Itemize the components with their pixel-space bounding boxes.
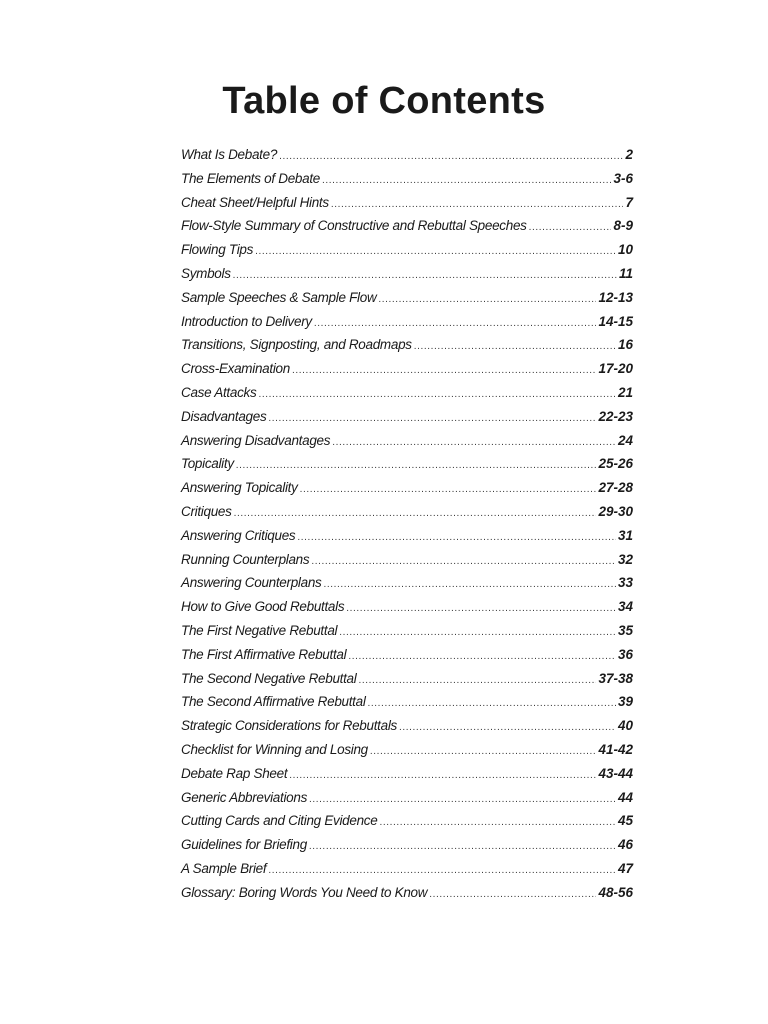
page-title: Table of Contents xyxy=(222,80,546,122)
dot-leader xyxy=(297,526,616,550)
toc-entry xyxy=(181,690,633,714)
dot-leader xyxy=(370,740,597,764)
toc-entry xyxy=(181,476,633,500)
toc-entry-page: 7 xyxy=(625,194,633,210)
toc-entry-title: Cutting Cards and Citing Evidence xyxy=(181,813,378,829)
toc-entry-title: The Second Negative Rebuttal xyxy=(181,670,357,686)
toc-entry xyxy=(181,238,633,262)
toc-entry-page: 34 xyxy=(617,599,633,615)
toc-entry-title: Debate Rap Sheet xyxy=(181,765,288,781)
dot-leader xyxy=(379,811,616,835)
toc-entry-page: 36 xyxy=(617,646,633,662)
dot-leader xyxy=(314,312,597,336)
dot-leader xyxy=(311,550,616,574)
toc-entry-title: Running Counterplans xyxy=(181,551,310,567)
toc-entry-page: 40 xyxy=(617,718,633,734)
toc-entry xyxy=(181,143,633,167)
toc-entry xyxy=(181,762,633,786)
toc-entry-title: The Second Affirmative Rebuttal xyxy=(181,694,366,710)
toc-entry-page: 21 xyxy=(617,384,633,400)
toc-entry xyxy=(181,429,633,453)
dot-leader xyxy=(289,764,596,788)
toc-entry-title: Glossary: Boring Words You Need to Know xyxy=(181,884,428,900)
toc-entry-page: 35 xyxy=(617,622,633,638)
toc-entry-title: Answering Critiques xyxy=(181,527,296,543)
dot-leader xyxy=(233,264,617,288)
dot-leader xyxy=(331,193,624,217)
toc-entry-page: 11 xyxy=(618,265,633,281)
toc-entry-title: Symbols xyxy=(181,265,231,281)
toc-entry xyxy=(181,333,633,357)
toc-entry-title: Cross-Examination xyxy=(181,361,290,377)
dot-leader xyxy=(323,573,615,597)
dot-leader xyxy=(346,597,616,621)
toc-entry-page: 44 xyxy=(617,789,633,805)
toc-entry-page: 17-20 xyxy=(598,361,633,377)
dot-leader xyxy=(414,335,616,359)
toc-entry-title: Transitions, Signposting, and Roadmaps xyxy=(181,337,412,353)
toc-entry-page: 2 xyxy=(625,147,633,162)
toc-list xyxy=(181,143,633,905)
toc-entry-page: 3-6 xyxy=(613,170,633,186)
toc-entry-title: A Sample Brief xyxy=(181,860,267,876)
toc-entry-title: Answering Counterplans xyxy=(181,575,322,591)
toc-entry xyxy=(181,667,633,691)
toc-entry-page: 10 xyxy=(617,242,633,258)
toc-entry-title: Checklist for Winning and Losing xyxy=(181,741,368,757)
dot-leader xyxy=(300,478,597,502)
dot-leader xyxy=(339,621,616,645)
dot-leader xyxy=(292,359,597,383)
toc-entry-page: 16 xyxy=(617,337,633,353)
toc-entry xyxy=(181,738,633,762)
toc-entry-page: 32 xyxy=(617,551,633,567)
toc-entry-title: Topicality xyxy=(181,456,234,472)
toc-entry xyxy=(181,833,633,857)
dot-leader xyxy=(255,240,616,264)
toc-entry-title: Guidelines for Briefing xyxy=(181,837,307,853)
toc-entry xyxy=(181,548,633,572)
dot-leader xyxy=(348,645,616,669)
toc-entry xyxy=(181,286,633,310)
dot-leader xyxy=(368,692,616,716)
toc-entry xyxy=(181,381,633,405)
toc-entry-page: 43-44 xyxy=(598,765,633,781)
toc-entry-page: 12-13 xyxy=(598,289,633,305)
dot-leader xyxy=(378,288,596,312)
toc-entry-title: Flow-Style Summary of Constructive and Rebuttal Speeches xyxy=(181,218,527,234)
toc-entry-page: 27-28 xyxy=(598,480,633,496)
toc-entry xyxy=(181,786,633,810)
toc-entry-title: Introduction to Delivery xyxy=(181,313,312,329)
toc-entry-title: Strategic Considerations for Rebuttals xyxy=(181,718,397,734)
toc-entry xyxy=(181,452,633,476)
toc-entry-page: 46 xyxy=(617,837,633,853)
toc-entry xyxy=(181,881,633,905)
dot-leader xyxy=(429,883,596,907)
toc-entry-title: What Is Debate? xyxy=(181,147,278,162)
toc-entry-page: 22-23 xyxy=(598,408,633,424)
toc-entry-title: Case Attacks xyxy=(181,384,257,400)
toc-entry xyxy=(181,809,633,833)
toc-entry-page: 47 xyxy=(617,860,633,876)
toc-entry xyxy=(181,357,633,381)
dot-leader xyxy=(332,431,616,455)
dot-leader xyxy=(234,502,597,526)
toc-entry xyxy=(181,643,633,667)
dot-leader xyxy=(268,407,596,431)
toc-entry-title: Cheat Sheet/Helpful Hints xyxy=(181,194,329,210)
toc-entry-title: Answering Disadvantages xyxy=(181,432,331,448)
toc-entry-title: Disadvantages xyxy=(181,408,267,424)
toc-entry-title: The Elements of Debate xyxy=(181,170,320,186)
toc-entry-title: The First Negative Rebuttal xyxy=(181,622,338,638)
toc-entry-title: Answering Topicality xyxy=(181,480,298,496)
toc-entry xyxy=(181,524,633,548)
toc-entry-page: 14-15 xyxy=(598,313,633,329)
toc-entry-page: 25-26 xyxy=(598,456,633,472)
toc-entry-title: The First Affirmative Rebuttal xyxy=(181,646,347,662)
toc-entry-page: 37-38 xyxy=(598,670,633,686)
toc-entry xyxy=(181,191,633,215)
dot-leader xyxy=(358,669,596,693)
toc-entry-page: 45 xyxy=(617,813,633,829)
toc-entry xyxy=(181,571,633,595)
toc-entry xyxy=(181,167,633,191)
toc-entry xyxy=(181,405,633,429)
dot-leader xyxy=(236,454,597,478)
dot-leader xyxy=(309,788,616,812)
toc-entry xyxy=(181,500,633,524)
toc-entry-page: 41-42 xyxy=(598,741,633,757)
toc-entry xyxy=(181,262,633,286)
toc-entry-page: 33 xyxy=(617,575,633,591)
toc-entry-page: 48-56 xyxy=(598,884,633,900)
toc-entry-page: 24 xyxy=(617,432,633,448)
toc-entry xyxy=(181,619,633,643)
toc-entry-page: 8-9 xyxy=(613,218,633,234)
dot-leader xyxy=(279,145,623,169)
dot-leader xyxy=(322,169,612,193)
toc-entry-page: 31 xyxy=(617,527,633,543)
toc-entry-page: 29-30 xyxy=(598,503,633,519)
toc-entry xyxy=(181,714,633,738)
dot-leader xyxy=(399,716,616,740)
toc-entry-title: Sample Speeches & Sample Flow xyxy=(181,289,377,305)
toc-entry-title: Flowing Tips xyxy=(181,242,254,258)
toc-entry xyxy=(181,857,633,881)
dot-leader xyxy=(309,835,616,859)
dot-leader xyxy=(258,383,616,407)
toc-entry-title: Generic Abbreviations xyxy=(181,789,308,805)
toc-entry xyxy=(181,595,633,619)
toc-entry-title: Critiques xyxy=(181,503,232,519)
dot-leader xyxy=(529,216,612,240)
toc-entry-title: How to Give Good Rebuttals xyxy=(181,599,345,615)
toc-entry-page: 39 xyxy=(617,694,633,710)
toc-entry xyxy=(181,214,633,238)
toc-entry xyxy=(181,310,633,334)
dot-leader xyxy=(268,859,616,883)
